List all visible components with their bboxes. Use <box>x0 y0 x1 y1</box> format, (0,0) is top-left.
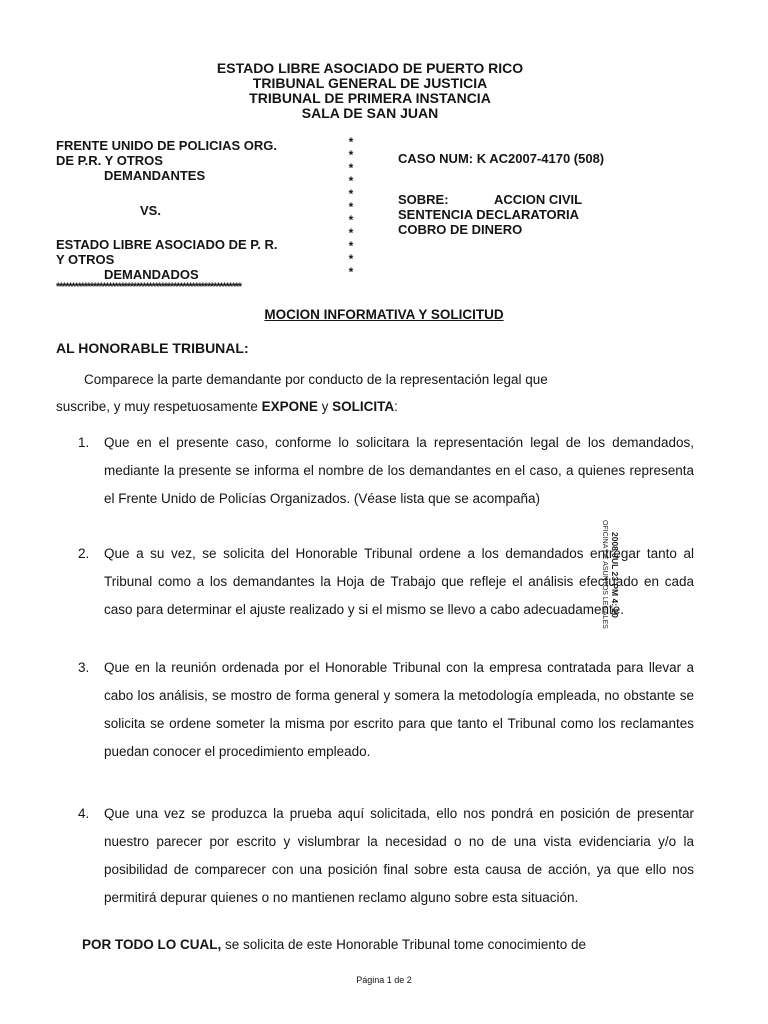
page-footer: Página 1 de 2 <box>356 975 412 985</box>
plaintiff-role: DEMANDANTES <box>104 168 206 183</box>
case-subject <box>398 192 698 207</box>
intro-paragraph <box>56 366 696 420</box>
plaintiff-line-1: FRENTE UNIDO DE POLICIAS ORG. <box>56 138 278 153</box>
case-caption-parties <box>56 138 346 282</box>
versus-label: VS. <box>140 203 161 218</box>
stamp-line-1: OFICINA DE ASUNTOS LEGALES <box>601 520 608 629</box>
subject-line-2: SENTENCIA DECLARATORIA <box>398 207 580 222</box>
plaintiff-line-2: DE P.R. Y OTROS <box>56 153 163 168</box>
list-item <box>78 429 694 513</box>
defendant-line-2: Y OTROS <box>56 252 115 267</box>
court-header <box>170 61 570 121</box>
list-item-text: Que en la reunión ordenada por el Honorable Tribunal con la empresa contratada para llevar a cabo los análisis, se mostro de forma general y somera la metodología empleada, no obstante se solicita se ordene someter la misma por escrito para que tanto el Tribunal como los reclamantes puedan conocer el procedimiento empleado. <box>104 660 694 759</box>
caption-bottom-divider: ************************************************************ <box>56 281 241 293</box>
defendant-line-1: ESTADO LIBRE ASOCIADO DE P. R. <box>56 237 278 252</box>
stamp-line-2: 2008 JUL 23 PM 4: 20 <box>610 532 620 618</box>
list-item <box>78 654 694 766</box>
list-item-number: 4. <box>78 806 90 821</box>
subject-values <box>494 192 582 207</box>
intro-line-2: suscribe, y muy respetuosamente EXPONE y SOLICITA: <box>56 399 398 414</box>
closing-paragraph <box>82 937 696 952</box>
header-line-3: TRIBUNAL DE PRIMERA INSTANCIA <box>249 90 491 106</box>
list-item-number: 3. <box>78 660 90 675</box>
list-item-number: 1. <box>78 435 90 450</box>
list-item-number: 2. <box>78 546 90 561</box>
received-stamp-icon <box>598 520 620 660</box>
list-item-text: Que en el presente caso, conforme lo solicitara la representación legal de los demandados, mediante la presente se informa el nombre de los demandantes en el caso, a quienes representa el Frente Unido de Policías Organizados. (Véase lista que se acompaña) <box>104 435 694 506</box>
header-line-1: ESTADO LIBRE ASOCIADO DE PUERTO RICO <box>216 60 524 76</box>
motion-title: MOCION INFORMATIVA Y SOLICITUD <box>264 307 504 322</box>
caption-divider-stars: * * * * * * * * * * * <box>348 135 354 279</box>
list-item-text: Que una vez se produzca la prueba aquí solicitada, ello nos pondrá en posición de presentar nuestro parecer por escrito y vislumbrar la necesidad o no de una vista evidenciaria y/o la posibilidad de comparecer con una posición final sobre esta causa de acción, ya que ello nos permitirá depurar quienes o no mantienen reclamo alguno sobre esta situación. <box>104 806 694 905</box>
case-number: CASO NUM: K AC2007-4170 (508) <box>398 151 605 166</box>
header-line-2: TRIBUNAL GENERAL DE JUSTICIA <box>252 75 488 91</box>
case-caption-details <box>398 151 698 237</box>
closing-bold: POR TODO LO CUAL, <box>82 937 222 952</box>
defendant-role: DEMANDADOS <box>104 267 199 282</box>
salutation: AL HONORABLE TRIBUNAL: <box>56 340 249 356</box>
list-item-text: Que a su vez, se solicita del Honorable Tribunal ordene a los demandados entregar tanto al Tribunal como a los demandantes la Hoja de Trabajo que refleje el análisis efectuado en cada caso para determinar el ajuste realizado y si el mismo se llevo a cabo adecuadamente. <box>104 546 694 617</box>
subject-line-1: ACCION CIVIL <box>494 192 583 207</box>
subject-label: SOBRE: <box>398 192 449 207</box>
closing-text: se solicita de este Honorable Tribunal tome conocimiento de <box>221 937 586 952</box>
list-item <box>78 800 694 912</box>
subject-line-3: COBRO DE DINERO <box>398 222 523 237</box>
intro-line-1: Comparece la parte demandante por conducto de la representación legal que <box>84 372 548 387</box>
header-line-4: SALA DE SAN JUAN <box>301 105 439 121</box>
